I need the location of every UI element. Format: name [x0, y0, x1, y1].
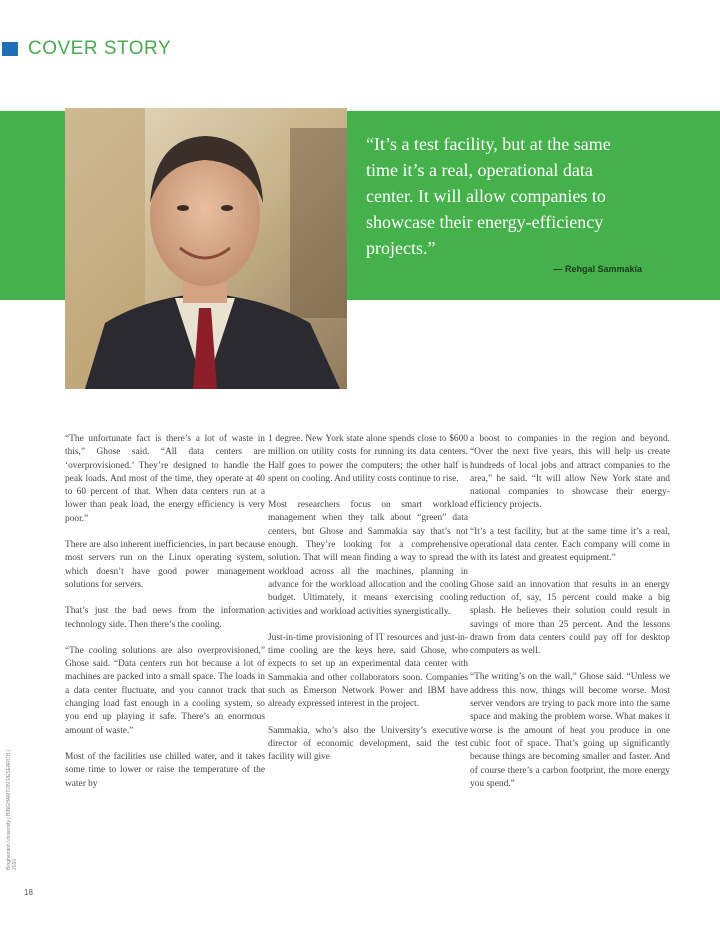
- paragraph: Most of the facilities use chilled water, and it takes some time to lower or raise the temperature of the water by: [65, 751, 265, 789]
- paragraph: “The writing’s on the wall,” Ghose said. “Unless we address this now, things will become worse. Most server vendors are trying to pack more into the same space and making the problem worse. What makes it worse is the amount of heat you produce in one cubic foot of space. That’s going up significantly because things are becoming smaller and faster. And of course there’s a carbon footprint, the more energy you spend.”: [470, 672, 670, 789]
- paragraph: That’s just the bad news from the information technology side. Then there’s the cooling.: [65, 606, 265, 630]
- section-header: [0, 38, 171, 60]
- paragraph: a boost to companies in the region and beyond. “Over the next five years, this will help us create hundreds of local jobs and attract companies to the area,” he said. “It will allow New York state and national companies to showcase their energy-efficiency projects.: [470, 434, 670, 511]
- text-column-2: [268, 433, 468, 778]
- paragraph: Most researchers focus on smart workload management when they talk about “green” data centers, but Ghose and Sammakia say that’s not enough. They’re looking for a comprehensive solution. That will mean finding a way to spread the workload across all the machines, planning in advance for the workload allocation and the cooling budget. Ultimately, it means exercising cooling activities and workload activities synergistically.: [268, 500, 468, 617]
- paragraph: Sammakia, who’s also the University’s executive director of economic development, said the test facility will give: [268, 725, 468, 763]
- pull-quote: “It’s a test facility, but at the same time it’s a real, operational data center. It will allow companies to showcase their energy-efficiency projects.”: [366, 134, 611, 258]
- paragraph: 1 degree. New York state alone spends close to $600 million on utility costs for running its data centers. Half goes to power the computers; the other half is spent on cooling. And utility costs continue to rise.: [268, 434, 468, 484]
- side-publication-strip: Binghamton University | BINGHAMTON RESEARCH | 2010: [6, 750, 18, 870]
- quote-attribution: — Rehgal Sammakia: [553, 264, 642, 274]
- section-header-bar: [2, 42, 18, 56]
- portrait-photo: [65, 108, 347, 389]
- paragraph: “The unfortunate fact is there’s a lot of waste in this,” Ghose said. “All data centers are ‘overprovisioned.’ They’re designed to handle the peak loads. And most of the time, they operate at 40 to 60 percent of that. When data centers run at a lower than peak load, the energy efficiency is very poor.”: [65, 434, 265, 524]
- paragraph: There are also inherent inefficiencies, in part because most servers run on the Linux operating system, which doesn’t have good power management solutions for servers.: [65, 540, 265, 590]
- paragraph: Just-in-time provisioning of IT resources and just-in-time cooling are the keys here, said Ghose, who expects to set up an experimental data center with Sammakia and other collaborators soon. Companies such as Emerson Network Power and IBM have already expressed interest in the project.: [268, 632, 468, 710]
- section-title: COVER STORY: [28, 38, 172, 59]
- paragraph: “It’s a test facility, but at the same time it’s a real, operational data center. Each company will come in with its latest and greatest equipment.”: [470, 526, 670, 564]
- text-column-1: [65, 433, 265, 804]
- paragraph: Ghose said an innovation that results in an energy reduction of, say, 15 percent could make a big splash. He believes their solution could result in savings of more than 25 percent. And the lessons drawn from data centers could pay off for desktop computers as well.: [470, 579, 670, 657]
- paragraph: “The cooling solutions are also overprovisioned,” Ghose said. “Data centers run hot because a lot of machines are packed into a small space. The loads in a data center fluctuate, and you cannot track that changing load fast enough in a cooling system, so you end up playing it safe. There’s an enormous amount of waste.”: [65, 645, 265, 736]
- page-number: 18: [24, 888, 33, 897]
- text-column-3: [470, 433, 670, 804]
